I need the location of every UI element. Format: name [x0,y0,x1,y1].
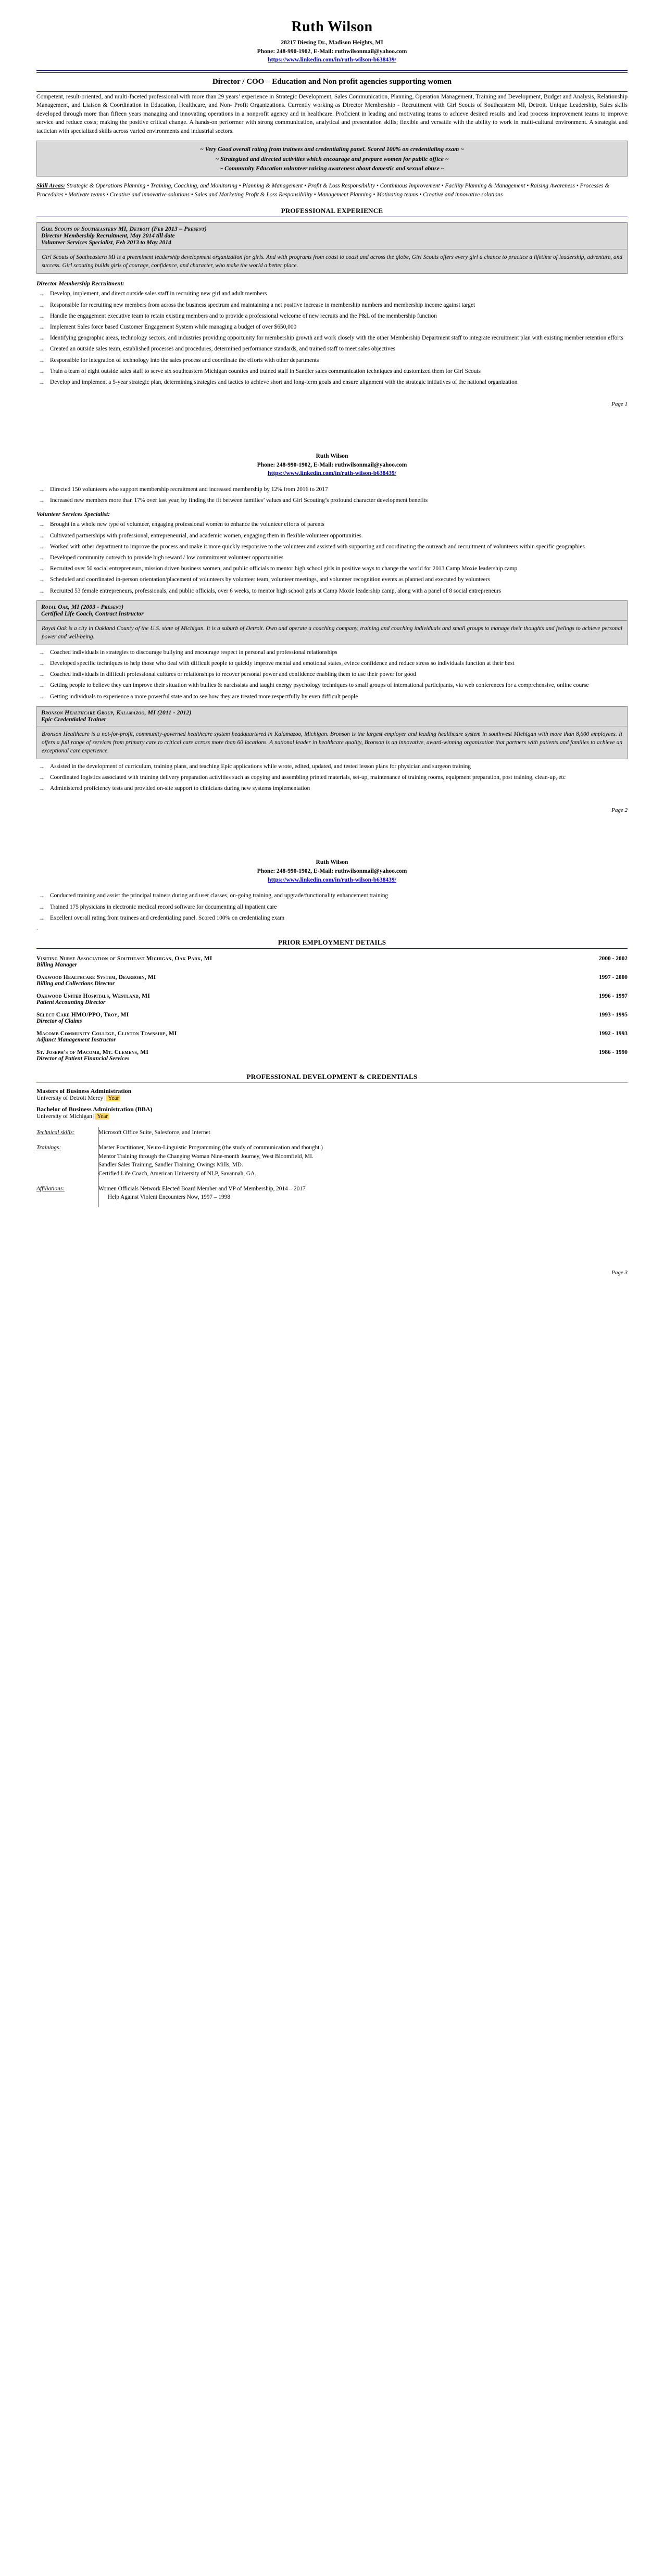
list-item: → Getting people to believe they can improve their situation with bullies & narcissists and taught energy psychology techniques to small groups of international participants, via web conferences for a comprehensive, online course [36,681,628,689]
employer-name: Oakwood Healthcare System, Dearborn, MI [36,974,156,981]
page2-header-linkedin[interactable] [36,469,628,478]
list-item: → Develop and implement a 5-year strategic plan, determining strategies and tactics to achieve short and long-term goals and ensure alignment with the strategic initiatives of the national organization [36,378,628,386]
table-row [36,1127,628,1142]
trainings-label: Trainings: [36,1145,61,1151]
skill-areas-label: Skill Areas: [36,183,65,190]
headline-divider [36,91,628,92]
list-item: → Created an outside sales team, established processes and procedures, determined performance standards, and trained staff to meet sales objectives [36,345,628,353]
table-row [36,1183,628,1207]
section-development-credentials: PROFESSIONAL DEVELOPMENT & CREDENTIALS [246,1073,418,1081]
employer-role: Patient Accounting Director [36,999,106,1006]
linkedin-link[interactable]: https://www.linkedin.com/in/ruth-wilson-b638439/ [268,470,396,477]
page3-top-bullets [36,891,628,922]
job-subtitle: Volunteer Services Specialist, Feb 2013 to May 2014 [41,239,171,246]
list-item: → Developed specific techniques to help those who deal with difficult people to quickly improve mental and emotional states, evince confidence and reduce stress so individuals function at their best [36,659,628,668]
page-number: Page 3 [611,1269,628,1276]
employer-years: 1997 - 2000 [598,974,628,981]
contact-address: 28217 Diesing Dr., Madison Heights, MI [281,40,383,46]
job-description: Royal Oak is a city in Oakland County of the U.S. state of Michigan. It is a suburb of Detroit. Own and operate a coaching company, training and coaching individuals and small groups to manage their thoughts and feelings to achieve personal power and well-being. [36,621,628,645]
highlight-line: ~ Community Education volunteer raising awareness about domestic and sexual abuse ~ [219,164,445,172]
list-item: → Coached individuals in strategies to discourage bullying and encourage respect in personal and professional relationships [36,648,628,657]
education-year-placeholder: Year [95,1113,109,1120]
job-title: Certified Life Coach, Contract Instructor [41,610,144,617]
job-bullet-list [36,762,628,793]
list-item: → Recruited over 50 social entrepreneurs, mission driven business women, and public officials to mentor high school girls in positive ways to change the world for 2013 Camp Moxie leadership camp [36,564,628,573]
job-bullet-list [36,290,628,386]
section-prior-employment: PRIOR EMPLOYMENT DETAILS [278,938,386,947]
list-item: → Cultivated partnerships with professional, entrepreneurial, and academic women, engaging them in flexible volunteer opportunities. [36,532,628,540]
highlight-line: ~ Very Good overall rating from trainees and credentialing panel. Scored 100% on credentialing exam ~ [200,145,464,153]
list-item: → Excellent overall rating from trainees and credentialing panel. Scored 100% on credentialing exam [36,914,628,922]
list-item: → Recruited 53 female entrepreneurs, professionals, and public officials, over 6 weeks, to mentor high school girls at Camp Moxie leadership camp, along with a panel of 8 social entrepreneurs [36,587,628,595]
training-line: Certified Life Coach, American University of NLP, Savannah, GA. [98,1170,257,1177]
list-item: → Develop, implement, and direct outside sales staff in recruiting new girl and adult members [36,290,628,298]
job-title: Epic Credentialed Trainer [41,715,107,723]
affiliation-line: Women Officials Network Elected Board Member and VP of Membership, 2014 – 2017 [98,1185,306,1192]
list-item: → Identifying geographic areas, technology sectors, and industries providing opportunity for membership growth and work closely with the other Membership Department staff to integrate recruitment plan with existing member retention efforts [36,334,628,342]
education-separator: | [104,1095,106,1102]
section-divider [36,948,628,949]
highlight-line: ~ Strategized and directed activities which encourage and prepare women for public office ~ [215,155,449,162]
page-title: Ruth Wilson [291,19,373,35]
professional-headline: Director / COO – Education and Non profit agencies supporting women [212,78,452,86]
resume-page-1 [0,0,664,410]
education-entry [36,1105,628,1120]
table-row [36,990,628,1009]
list-item: → Increased new members more than 17% over last year, by finding the fit between families’ values and Girl Scouting’s profound character development benefits [36,496,628,505]
page3-header-linkedin[interactable] [36,876,628,885]
resume-page-2 [0,437,664,816]
list-item: → Worked with other department to improve the process and make it more quickly responsive to the volunteer and assisted with supporting and coordinating the outreach and recruitment of volunteers within specific geographies [36,543,628,551]
volunteer-bullet-list [36,520,628,595]
education-school: University of Detroit Mercy [36,1095,104,1102]
page-number: Page 1 [611,401,628,408]
skill-areas [36,182,628,199]
highlights-box [36,141,628,177]
job-title: Director Membership Recruitment, May 2014 till date [41,232,175,240]
table-row [36,972,628,990]
education-degree: Bachelor of Business Administration (BBA) [36,1105,153,1113]
education-year-placeholder: Year [106,1095,120,1101]
technical-skills-value: Microsoft Office Suite, Salesforce, and Internet [98,1127,628,1142]
education-separator: | [93,1113,95,1120]
contact-phone-email: Phone: 248-990-1902, E-Mail: ruthwilsonmail@yahoo.com [257,48,407,55]
list-item: → Administered proficiency tests and provided on-site support to clinicians during new systems implementation [36,784,628,793]
affiliation-line: Help Against Violent Encounters Now, 1997 – 1998 [108,1194,230,1201]
job-header [36,222,628,249]
list-item: → Coached individuals in difficult professional cultures or relationships to recover personal power and confidence enabling them to use their power for good [36,670,628,678]
list-item: → Responsible for recruiting new members from across the business spectrum and maintaining a net positive increase in membership numbers and membership income against target [36,301,628,309]
table-row [36,1142,628,1183]
education-school: University of Michigan [36,1113,92,1120]
list-item: → Conducted training and assist the principal trainers during and user classes, on-going training, and upgrade/functionality enhancement training [36,891,628,900]
prior-employment-table [36,953,628,1065]
job-header [36,706,628,726]
stray-period: . [36,925,38,932]
list-item: → Coordinated logistics associated with training delivery preparation activities such as copying and assembling printed materials, set-up, maintenance of training rooms, equipment preparation, post training, clean-up, etc [36,773,628,782]
training-line: Master Practitioner, Neuro-Linguistic Programming (the study of communication and thought.) [98,1145,323,1151]
employer-years: 1993 - 1995 [598,1012,628,1019]
table-row [36,953,628,972]
job-header [36,600,628,621]
list-item: → Implement Sales force based Customer Engagement System while managing a budget of over $650,000 [36,323,628,331]
page2-header-phone-email: Phone: 248-990-1902, E-Mail: ruthwilsonmail@yahoo.com [257,461,407,468]
employer-years: 1996 - 1997 [598,993,628,1000]
employer-name: St. Joseph's of Macomb, Mt. Clemens, MI [36,1049,149,1056]
volunteer-role-heading: Volunteer Services Specialist: [36,511,110,518]
employer-role: Director of Claims [36,1018,82,1025]
employer-name: Select Care HMO/PPO, Troy, MI [36,1012,129,1019]
page2-header-name: Ruth Wilson [316,453,348,460]
list-item: → Handle the engagement executive team to retain existing members and to provide a professional welcome of new recruits and the P&L of the membership function [36,312,628,320]
technical-skills-label: Technical skills: [36,1129,75,1136]
employer-role: Billing Manager [36,962,78,969]
employer-name: Visiting Nurse Association of Southeast Michigan, Oak Park, MI [36,956,212,962]
header-divider-thin [36,72,628,73]
employer-name: Macomb Community College, Clinton Township, MI [36,1031,177,1037]
employer-years: 1986 - 1990 [598,1049,628,1056]
page2-top-bullets [36,485,628,505]
training-line: Mentor Training through the Changing Woman Nine-month Journey, West Bloomfield, MI. [98,1153,314,1160]
education-degree: Masters of Business Administration [36,1087,132,1095]
job-bullet-list [36,648,628,701]
list-item: → Assisted in the development of curriculum, training plans, and teaching Epic applications while wrote, edited, updated, and tested lesson plans for physician and surgeon training [36,762,628,771]
table-row [36,1028,628,1047]
page-break [0,816,664,844]
page-number: Page 2 [611,807,628,814]
employer-years: 1992 - 1993 [598,1031,628,1037]
page3-header-name: Ruth Wilson [316,859,348,866]
training-line: Sandler Sales Training, Sandler Training, Owings Mills, MD. [98,1162,243,1168]
linkedin-link[interactable]: https://www.linkedin.com/in/ruth-wilson-b638439/ [268,876,396,883]
list-item: → Responsible for integration of technology into the sales process and coordinate the efforts with other departments [36,356,628,365]
job-organization: Royal Oak, MI (2003 - Present) [41,603,124,610]
page-break [0,410,664,437]
list-item: → Brought in a whole new type of volunteer, engaging professional women to enhance the volunteer efforts of parents [36,520,628,529]
list-item: → Scheduled and coordinated in-person orientation/placement of volunteers by volunteer team, volunteer meetings, and volunteer recognition events as planned and executed by volunteers [36,575,628,584]
affiliations-label: Affiliations: [36,1185,65,1192]
employer-years: 2000 - 2002 [598,956,628,962]
job-role-heading: Director Membership Recruitment: [36,280,124,287]
education-entry [36,1087,628,1101]
table-row [36,1009,628,1028]
list-item: → Train a team of eight outside sales staff to serve six southeastern Michigan counties and trained staff in Sandler sales communication techniques and customized them for Girl Scouts [36,367,628,375]
list-item: → Developed community outreach to provide high reward / low commitment volunteer opportunities [36,554,628,562]
employer-role: Billing and Collections Director [36,981,115,987]
contact-linkedin[interactable] [36,56,628,65]
list-item: → Directed 150 volunteers who support membership recruitment and increased membership by 12% from 2016 to 2017 [36,485,628,494]
employer-role: Director of Patient Financial Services [36,1055,130,1062]
employer-name: Oakwood United Hospitals, Westland, MI [36,993,150,1000]
table-row [36,1047,628,1065]
section-professional-experience: PROFESSIONAL EXPERIENCE [281,207,383,215]
skill-areas-text: Strategic & Operations Planning • Training, Coaching, and Monitoring • Planning & Management • Profit & Loss Responsibility • Continuous Improvement • Facility Planning & Management • Raising Awareness • Processes & Procedures • Motivate teams • Creative and innovative solutions • Sales and Marketing Profit & Loss Responsibility • Management Planning • Motivating teams • Creative and innovative solutions [36,183,610,198]
resume-page-3 [0,844,664,1278]
job-organization: Bronson Healthcare Group, Kalamazoo, MI (2011 - 2012) [41,709,192,716]
linkedin-link[interactable]: https://www.linkedin.com/in/ruth-wilson-b638439/ [268,57,396,64]
employer-role: Adjunct Management Instructor [36,1037,116,1044]
professional-summary: Competent, result-oriented, and multi-faceted professional with more than 29 years’ experience in Strategic Development, Sales Communication, Planning, Operation Management, Training and Development, Budget and Analysis, Relationship Management, and Liaison & Coordination in Education, Healthcare, and Non- Profit Organizations. Currently working as Director Membership - Recruitment with Girl Scouts of Southeastern MI, Detroit. Unique Leadership, Sales skills developed through more than fifteen years managing and innovating operations in a nonprofit agency and in healthcare. Proficient in leading and motivating teams to achieve desired results and lead process improvement teams to improve service and reduce costs; making the positive critical change. A hands-on performer with strong communication, analytical and presentation skills; flexible and versatile with the ability to work in multi-cultural environment. A strategist and tactician with specialized skills across varied environments and industrial sectors. [36,93,628,134]
page3-header-phone-email: Phone: 248-990-1902, E-Mail: ruthwilsonmail@yahoo.com [257,868,407,875]
list-item: → Getting individuals to experience a more powerful state and to see how they are treated more respectfully by even difficult people [36,693,628,701]
job-description: Girl Scouts of Southeastern MI is a preeminent leadership development organization for girls. And with programs from coast to coast and across the globe, Girl Scouts offers every girl a chance to practice a lifetime of leadership, adventure, and success. Girl scouting builds girls of courage, confidence, and character, who make the world a better place. [36,249,628,274]
list-item: → Trained 175 physicians in electronic medical record software for documenting all inpatient care [36,903,628,911]
credentials-table [36,1127,628,1207]
job-description: Bronson Healthcare is a not-for-profit, community-governed healthcare system headquartered in Kalamazoo, Michigan. Bronson is the largest employer and leading healthcare system in southwest Michigan with more than 8,600 employees. It offers a full range of services from primary care to critical care across more than 60 locations. A national leader in healthcare quality, Bronson is an innovative, award-winning organization that partners with patients and families to achieve an exceptional care experience. [36,726,628,759]
job-organization: Girl Scouts of Southeastern MI, Detroit (Feb 2013 – Present) [41,225,207,233]
